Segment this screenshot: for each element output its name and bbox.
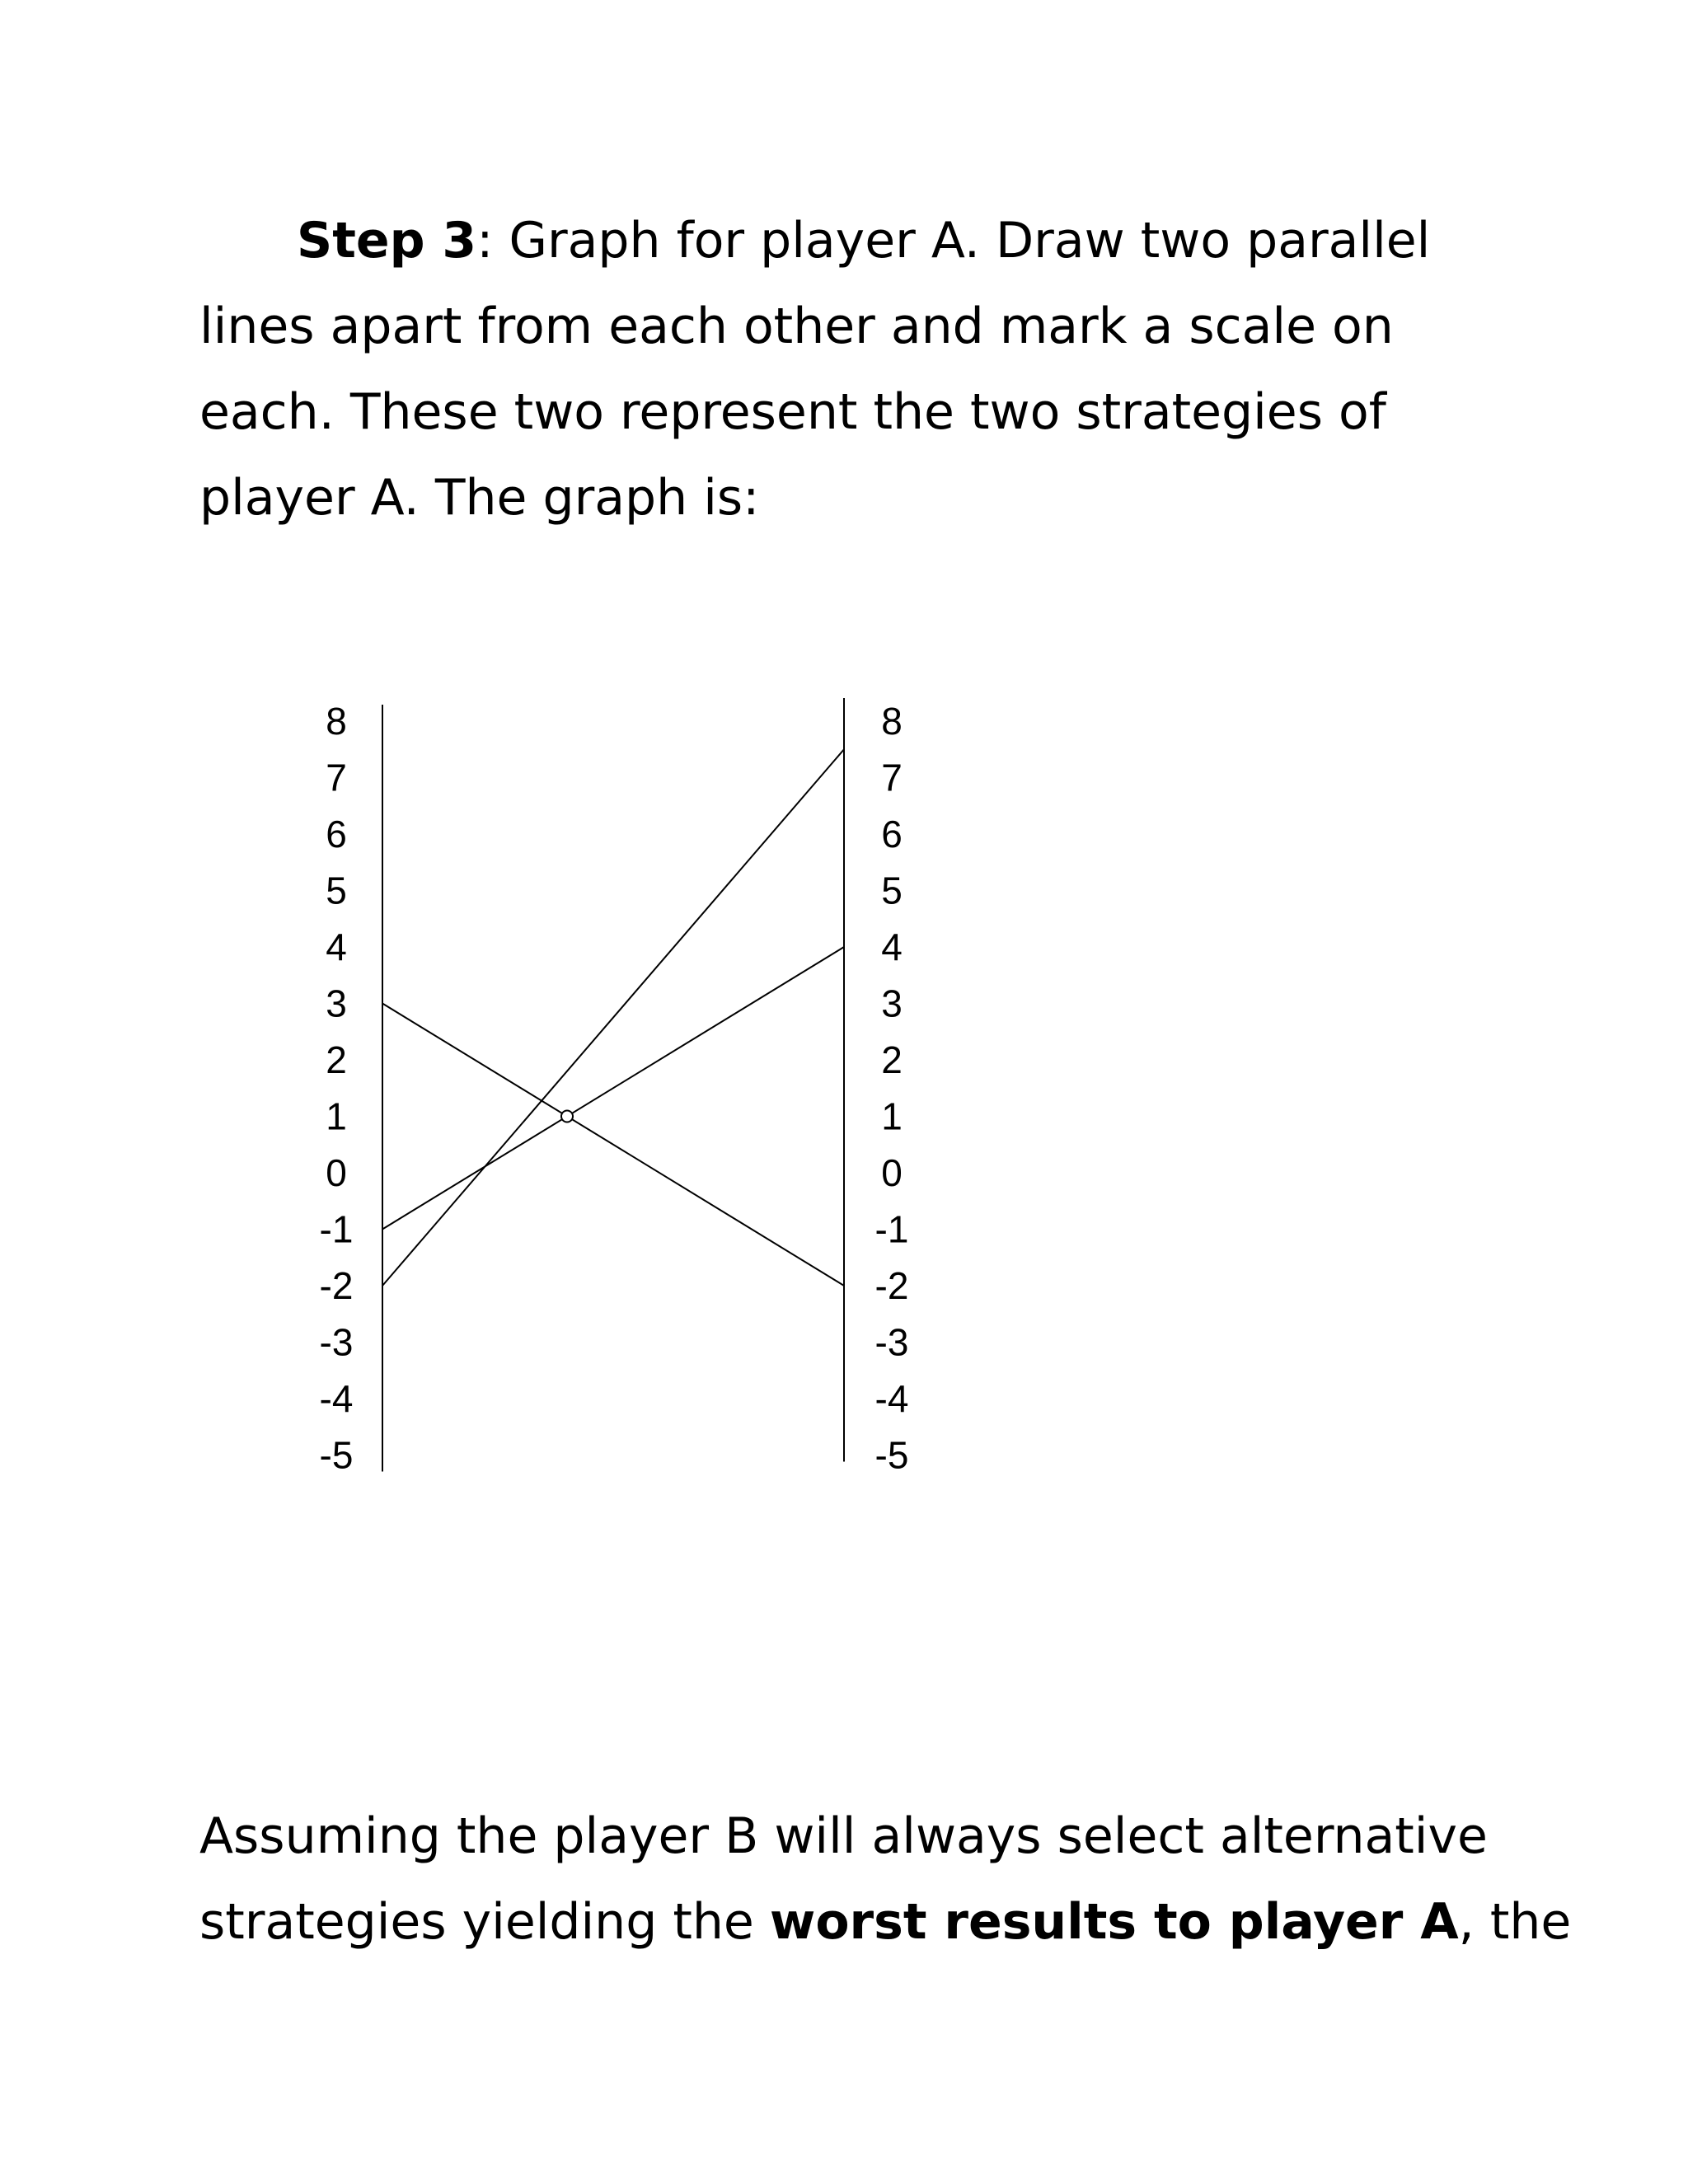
right-tick-label: 7	[881, 756, 903, 799]
step-line-4: player A. The graph is:	[199, 469, 760, 527]
step-line-1	[199, 198, 1551, 284]
left-tick-label: 2	[326, 1038, 347, 1081]
conclusion-line-2-end: , the	[1458, 1893, 1572, 1951]
intersection-marker	[561, 1111, 573, 1122]
step-line-2: lines apart from each other and mark a scale on	[199, 298, 1394, 355]
left-tick-label: 7	[326, 756, 347, 799]
strategy-graph	[280, 691, 940, 1482]
right-tick-label: 8	[881, 700, 903, 743]
right-tick-label: 3	[881, 982, 903, 1025]
strategy-line-1	[382, 1004, 844, 1286]
left-tick-label: 8	[326, 700, 347, 743]
right-tick-label: -1	[874, 1207, 909, 1251]
step-line-1-text: : Graph for player A. Draw two parallel	[476, 212, 1431, 269]
right-tick-label: 5	[881, 869, 903, 912]
strategy-line-3	[382, 749, 844, 1286]
conclusion-line-2-start: strategies yielding the	[199, 1893, 770, 1951]
right-tick-label: 2	[881, 1038, 903, 1081]
left-tick-label: -3	[319, 1320, 354, 1364]
right-tick-label: 0	[881, 1151, 903, 1194]
right-tick-label: 1	[881, 1094, 903, 1138]
left-tick-label: 0	[326, 1151, 347, 1194]
right-tick-label: 4	[881, 926, 903, 968]
left-tick-label: -4	[319, 1377, 354, 1420]
left-tick-label: 4	[326, 926, 347, 968]
conclusion-paragraph	[199, 1793, 1572, 1965]
left-tick-label: -2	[319, 1264, 354, 1307]
left-tick-label: -1	[319, 1207, 354, 1251]
right-tick-label: -5	[874, 1433, 909, 1477]
strategy-graph-svg	[280, 691, 940, 1482]
step-paragraph	[199, 198, 1551, 541]
strategy-line-2	[382, 947, 844, 1230]
left-tick-label: 3	[326, 982, 347, 1025]
step-line-3: each. These two represent the two strategies of	[199, 383, 1386, 441]
right-tick-label: 6	[881, 813, 903, 855]
left-tick-label: 5	[326, 869, 347, 912]
left-tick-label: 6	[326, 813, 347, 855]
left-tick-label: 1	[326, 1094, 347, 1138]
conclusion-emphasis: worst results to player A	[769, 1893, 1459, 1951]
right-tick-label: -4	[874, 1377, 909, 1420]
left-tick-label: -5	[319, 1433, 354, 1477]
step-label: Step 3	[297, 212, 477, 269]
right-tick-label: -2	[874, 1264, 909, 1307]
right-tick-label: -3	[874, 1320, 909, 1364]
conclusion-line-1: Assuming the player B will always select alternative	[199, 1807, 1488, 1865]
conclusion-line-2	[199, 1879, 1572, 1965]
